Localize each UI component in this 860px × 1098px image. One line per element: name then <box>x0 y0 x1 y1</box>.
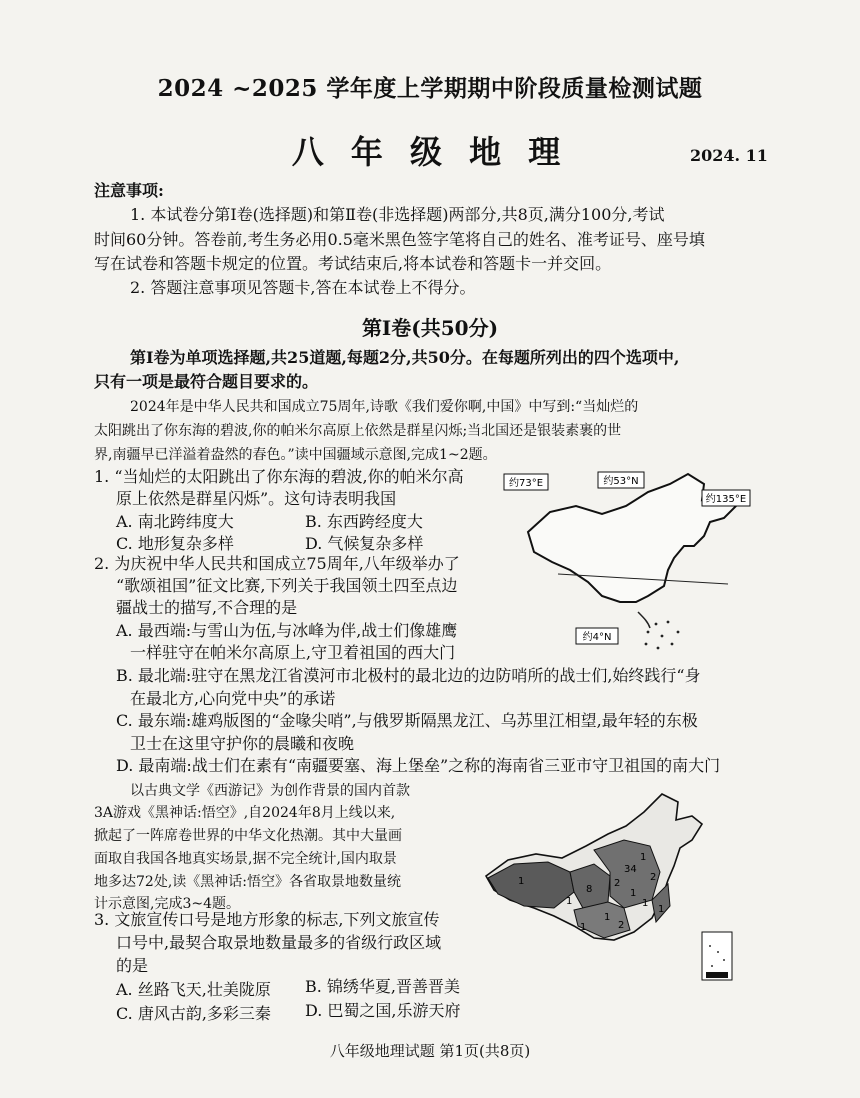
notice-line: 写在试卷和答题卡规定的位置。考试结束后,将本试卷和答题卡一并交回。 <box>94 254 612 273</box>
count-label: 1 <box>630 888 637 899</box>
count-label: 1 <box>604 912 611 923</box>
passage-line: 掀起了一阵席卷世界的中华文化热潮。其中大量画 <box>94 828 402 844</box>
question-2-option-a: A. 最西端:与雪山为伍,与冰峰为伴,战士们像雄鹰 <box>116 621 458 640</box>
scale-bar <box>706 972 728 978</box>
question-2-option-c: 卫士在这里守护你的晨曦和夜晚 <box>130 734 355 753</box>
label-53n: 约53°N <box>603 476 639 487</box>
question-3-option-b: B. 锦绣华夏,晋善晋美 <box>305 977 461 996</box>
count-label: 2 <box>650 872 657 883</box>
question-3-stem: 口号中,最契合取景地数量最多的省级行政区域 <box>116 933 442 952</box>
passage-line: 界,南疆早已洋溢着盎然的春色。”读中国疆域示意图,完成1~2题。 <box>94 447 497 463</box>
exam-date: 2024. 11 <box>690 146 768 165</box>
section-title: 第Ⅰ卷(共50分) <box>361 316 499 340</box>
section-intro: 第Ⅰ卷为单项选择题,共25道题,每题2分,共50分。在每题所列出的四个选项中, <box>130 348 680 367</box>
question-1-option-a: A. 南北跨纬度大 <box>116 512 234 531</box>
hainan-coast <box>638 612 650 628</box>
question-1-option-b: B. 东西跨经度大 <box>305 512 423 531</box>
question-3-stem: 3. 文旅宣传口号是地方形象的标志,下列文旅宣传 <box>94 910 440 929</box>
exam-title: 2024 ~2025 学年度上学期期中阶段质量检测试题 <box>157 75 703 102</box>
south-sea-inset <box>702 932 732 980</box>
china-territory-map <box>498 462 760 652</box>
question-2-option-b: 在最北方,心向党中央”的承诺 <box>130 689 336 708</box>
filming-location-map <box>474 780 740 994</box>
count-label: 2 <box>618 920 625 931</box>
count-label: 1 <box>580 922 587 933</box>
passage-line: 计示意图,完成3~4题。 <box>94 896 240 912</box>
question-3-option-a: A. 丝路飞天,壮美陇原 <box>116 980 271 999</box>
count-label: 1 <box>642 898 649 909</box>
question-2-stem: 疆战士的描写,不合理的是 <box>116 598 298 617</box>
label-4n: 约4°N <box>582 632 612 643</box>
count-label: 8 <box>586 884 593 895</box>
count-label: 2 <box>614 878 621 889</box>
notice-line: 时间60分钟。答卷前,考生务必用0.5毫米黑色签字笔将自己的姓名、准考证号、座号填 <box>94 230 705 249</box>
section-intro: 只有一项是最符合题目要求的。 <box>94 372 319 391</box>
label-135e: 约135°E <box>705 494 747 505</box>
passage-line: 地多达72处,读《黑神话:悟空》各省取景地数量统 <box>94 874 401 890</box>
page-footer: 八年级地理试题 第1页(共8页) <box>329 1042 531 1060</box>
passage-line: 太阳跳出了你东海的碧波,你的帕米尔高原上依然是群星闪烁;当北国还是银装素裹的世 <box>94 423 622 439</box>
count-label: 1 <box>518 876 525 887</box>
question-3-option-c: C. 唐风古韵,多彩三秦 <box>116 1004 271 1023</box>
question-2-option-c: C. 最东端:雄鸡版图的“金喙尖哨”,与俄罗斯隔黑龙江、乌苏里江相望,最年轻的东极 <box>116 711 698 730</box>
question-3-option-d: D. 巴蜀之国,乐游天府 <box>305 1001 461 1020</box>
question-2-option-b: B. 最北端:驻守在黑龙江省漠河市北极村的最北边的边防哨所的战士们,始终践行“身 <box>116 666 701 685</box>
notice-line: 1. 本试卷分第Ⅰ卷(选择题)和第Ⅱ卷(非选择题)两部分,共8页,满分100分,考试 <box>130 205 665 224</box>
notice-heading: 注意事项: <box>94 181 164 200</box>
question-2-option-d: D. 最南端:战士们在素有“南疆要塞、海上堡垒”之称的海南省三亚市守卫祖国的南大门 <box>116 756 721 775</box>
question-1-stem: 1. “当灿烂的太阳跳出了你东海的碧波,你的帕米尔高 <box>94 467 464 486</box>
question-3-stem: 的是 <box>116 956 149 975</box>
south-sea-islands <box>645 621 680 650</box>
passage-line: 3A游戏《黑神话:悟空》,自2024年8月上线以来, <box>94 805 396 821</box>
label-73e: 约73°E <box>508 478 544 489</box>
passage-line: 2024年是中华人民共和国成立75周年,诗歌《我们爱你啊,中国》中写到:“当灿烂的 <box>130 399 639 415</box>
passage-line: 面取自我国各地真实场景,据不完全统计,国内取景 <box>94 851 397 867</box>
notice-line: 2. 答题注意事项见答题卡,答在本试卷上不得分。 <box>130 278 476 297</box>
question-2-stem: “歌颂祖国”征文比赛,下列关于我国领土四至点边 <box>116 576 458 595</box>
count-label: 1 <box>640 852 647 863</box>
exam-subject: 八 年 级 地 理 <box>291 133 569 171</box>
question-1-stem: 原上依然是群星闪烁”。这句诗表明我国 <box>116 489 397 508</box>
count-label: 34 <box>624 864 637 875</box>
question-2-stem: 2. 为庆祝中华人民共和国成立75周年,八年级举办了 <box>94 554 460 573</box>
count-label: 1 <box>566 896 573 907</box>
question-1-option-c: C. 地形复杂多样 <box>116 534 234 553</box>
question-2-option-a: 一样驻守在帕米尔高原上,守卫着祖国的西大门 <box>130 643 456 662</box>
passage-line: 以古典文学《西游记》为创作背景的国内首款 <box>130 783 410 799</box>
count-label: 1 <box>658 904 665 915</box>
question-1-option-d: D. 气候复杂多样 <box>305 534 424 553</box>
